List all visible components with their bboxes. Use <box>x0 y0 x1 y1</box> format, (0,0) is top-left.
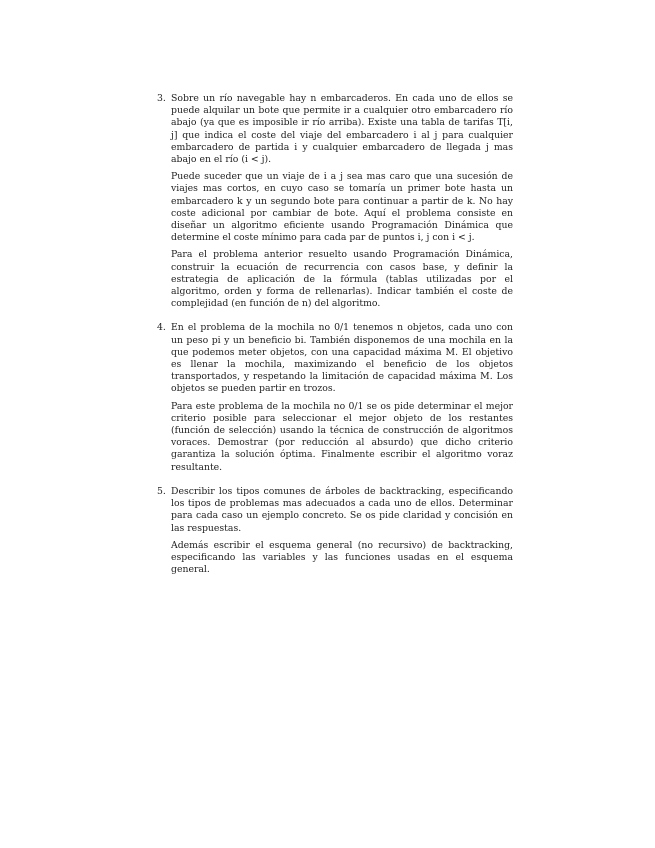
problem-paragraph: Describir los tipos comunes de árboles de backtracking, especificando los tipos de problemas mas adecuados a cada uno de ellos. Determinar para cada caso un ejemplo concreto. Se os pide claridad y concisión en las respuestas. <box>171 485 513 534</box>
problem-paragraph: Puede suceder que un viaje de i a j sea mas caro que una sucesión de viajes mas cortos, en cuyo caso se tomaría un primer bote hasta un embarcadero k y un segundo bote para continuar a partir de k. No hay coste adicional por cambiar de bote. Aquí el problema consiste en diseñar un algoritmo eficiente usando Programación Dinámica que determine el coste mínimo para cada par de puntos i, j con i < j. <box>171 171 513 244</box>
problem-4 <box>151 322 513 473</box>
problem-paragraph: Además escribir el esquema general (no recursivo) de backtracking, especificando las variables y las funciones usadas en el esquema general. <box>171 539 513 576</box>
problem-3 <box>151 93 513 310</box>
problem-paragraph: En el problema de la mochila no 0/1 tenemos n objetos, cada uno con un peso pi y un beneficio bi. También disponemos de una mochila en la que podemos meter objetos, con una capacidad máxima M. El objetivo es llenar la mochila, maximizando el beneficio de los objetos transportados, y respetando la limitación de capacidad máxima M. Los objetos se pueden partir en trozos. <box>171 322 513 395</box>
problem-number: 5. <box>157 485 166 497</box>
problem-number: 4. <box>157 322 166 334</box>
problem-paragraph: Para este problema de la mochila no 0/1 se os pide determinar el mejor criterio posible para seleccionar el mejor objeto de los restantes (función de selección) usando la técnica de construcción de algoritmos voraces. Demostrar (por reducción al absurdo) que dicho criterio garantiza la solución óptima. Finalmente escribir el algoritmo voraz resultante. <box>171 400 513 473</box>
problem-paragraph: Sobre un río navegable hay n embarcaderos. En cada uno de ellos se puede alquilar un bote que permite ir a cualquier otro embarcadero río abajo (ya que es imposible ir río arriba). Existe una tabla de tarifas T[i, j] que indica el coste del viaje del embarcadero i al j para cualquier embarcadero de partida i y cualquier embarcadero de llegada j mas abajo en el río (i < j). <box>171 93 513 166</box>
problem-paragraph: Para el problema anterior resuelto usando Programación Dinámica, construir la ecuación de recurrencia con casos base, y definir la estrategia de aplicación de la fórmula (tablas utilizadas por el algoritmo, orden y forma de rellenarlas). Indicar también el coste de complejidad (en función de n) del algoritmo. <box>171 249 513 310</box>
problem-number: 3. <box>157 93 166 104</box>
problem-list <box>151 93 513 588</box>
problem-5 <box>151 486 513 576</box>
